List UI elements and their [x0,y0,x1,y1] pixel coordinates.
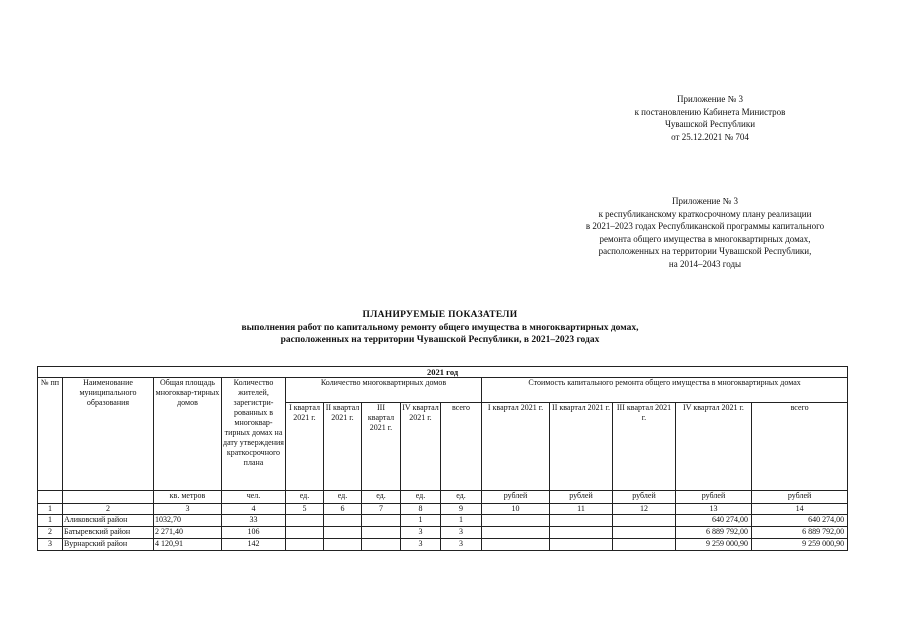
header-num: № пп [38,378,63,491]
column-number: 3 [154,504,222,515]
row-q4-houses: 1 [401,515,441,527]
table-row [38,539,848,551]
header-q1-houses: I квартал 2021 г. [286,403,324,491]
table-row [38,527,848,539]
unit-cell: кв. метров [154,491,222,504]
annex-line: от 25.12.2021 № 704 [671,131,749,142]
row-q4-cost: 9 259 000,90 [676,539,752,551]
row-residents: 33 [222,515,286,527]
annex-cabinet-resolution [600,93,820,143]
column-number: 7 [362,504,401,515]
column-number: 2 [63,504,154,515]
annex-short-term-plan [560,195,850,270]
column-number: 13 [676,504,752,515]
header-total-cost: всего [752,403,848,491]
header-q3-cost: III квартал 2021 г. [613,403,676,491]
column-number: 8 [401,504,441,515]
units-row [38,491,848,504]
annex-line: к республиканскому краткосрочному плану реализации [598,208,812,219]
column-number: 9 [441,504,482,515]
row-q1-cost [482,515,550,527]
row-q4-cost: 640 274,00 [676,515,752,527]
header-q4-cost: IV квартал 2021 г. [676,403,752,491]
annex-line: ремонта общего имущества в многоквартирных домах, [599,233,811,244]
column-number: 14 [752,504,848,515]
row-total-cost: 640 274,00 [752,515,848,527]
annex-line: в 2021–2023 годах Республиканской программы капитального [585,221,825,231]
row-num: 2 [38,527,63,539]
row-q2-houses [324,515,362,527]
unit-cell: ед. [362,491,401,504]
column-number: 6 [324,504,362,515]
unit-cell: рублей [752,491,848,504]
row-municipality: Батыревский район [63,527,154,539]
row-q4-houses: 3 [401,539,441,551]
annex-line: Приложение № 3 [672,196,738,206]
column-number: 12 [613,504,676,515]
row-q2-cost [550,515,613,527]
column-number: 11 [550,504,613,515]
column-number: 4 [222,504,286,515]
table-row [38,515,848,527]
row-area: 4 120,91 [154,539,222,551]
unit-cell: ед. [324,491,362,504]
header-total-houses: всего [441,403,482,491]
unit-cell [63,491,154,504]
row-q1-houses [286,539,324,551]
row-q1-houses [286,515,324,527]
unit-cell: рублей [550,491,613,504]
header-houses-group: Количество многоквартирных домов [286,378,482,403]
column-number: 5 [286,504,324,515]
header-q1-cost: I квартал 2021 г. [482,403,550,491]
header-name: Наименование муниципального образования [63,378,154,491]
row-municipality: Вурнарский район [63,539,154,551]
row-area: 2 271,40 [154,527,222,539]
row-q1-cost [482,539,550,551]
heading-title: ПЛАНИРУЕМЫЕ ПОКАЗАТЕЛИ [362,310,518,320]
document-heading [200,309,680,347]
header-residents: Количество жителей, зарегистри-рованных в многоквар-тирных домах на дату утверждения краткосрочного плана [222,378,286,491]
row-num: 1 [38,515,63,527]
row-q2-houses [324,527,362,539]
row-q1-cost [482,527,550,539]
unit-cell: ед. [286,491,324,504]
header-area: Общая площадь многоквар-тирных домов [154,378,222,491]
unit-cell: рублей [613,491,676,504]
row-residents: 106 [222,527,286,539]
row-municipality: Аликовский район [63,515,154,527]
unit-cell: рублей [676,491,752,504]
row-area: 1032,70 [154,515,222,527]
row-q2-cost [550,539,613,551]
unit-cell: ед. [401,491,441,504]
column-number: 10 [482,504,550,515]
row-q1-houses [286,527,324,539]
annex-line: Чувашской Республики [664,119,756,129]
row-q3-houses [362,527,401,539]
header-q2-cost: II квартал 2021 г. [550,403,613,491]
row-total-cost: 9 259 000,90 [752,539,848,551]
row-total-houses: 3 [441,539,482,551]
indicators-table [37,366,848,551]
header-q3-houses: III квартал 2021 г. [362,403,401,491]
row-residents: 142 [222,539,286,551]
row-q4-houses: 3 [401,527,441,539]
annex-line: к постановлению Кабинета Министров [634,106,786,117]
unit-cell: ед. [441,491,482,504]
row-total-houses: 3 [441,527,482,539]
heading-line: выполнения работ по капитальному ремонту общего имущества в многоквартирных домах, [241,322,639,333]
column-number: 1 [38,504,63,515]
unit-cell: чел. [222,491,286,504]
year-header: 2021 год [38,367,848,378]
annex-line: на 2014–2043 годы [668,258,742,269]
row-total-houses: 1 [441,515,482,527]
row-q2-cost [550,527,613,539]
annex-line: расположенных на территории Чувашской Республики, [598,246,812,256]
row-q3-houses [362,515,401,527]
row-total-cost: 6 889 792,00 [752,527,848,539]
row-q2-houses [324,539,362,551]
row-num: 3 [38,539,63,551]
unit-cell: рублей [482,491,550,504]
row-q4-cost: 6 889 792,00 [676,527,752,539]
row-q3-houses [362,539,401,551]
column-numbers-row [38,504,848,515]
row-q3-cost [613,539,676,551]
header-q2-houses: II квартал 2021 г. [324,403,362,491]
unit-cell [38,491,63,504]
annex-line: Приложение № 3 [677,94,743,104]
header-cost-group: Стоимость капитального ремонта общего имущества в многоквартирных домах [482,378,848,403]
heading-line: расположенных на территории Чувашской Республики, в 2021–2023 годах [280,335,600,345]
row-q3-cost [613,527,676,539]
row-q3-cost [613,515,676,527]
header-q4-houses: IV квартал 2021 г. [401,403,441,491]
